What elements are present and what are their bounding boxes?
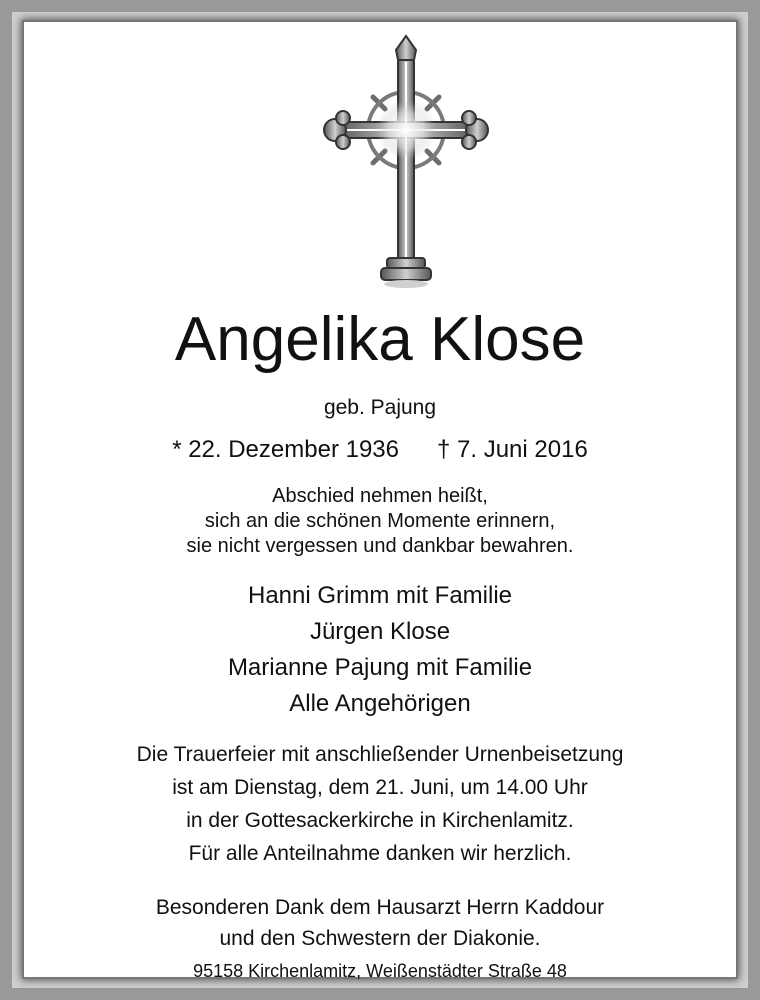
funeral-service-info bbox=[24, 738, 736, 837]
family-address: 95158 Kirchenlamitz, Weißenstädter Straße 48 bbox=[193, 961, 567, 981]
mourner: Alle Angehörigen bbox=[289, 690, 471, 717]
death-date: † 7. Juni 2016 bbox=[437, 436, 588, 463]
birth-date: * 22. Dezember 1936 bbox=[172, 436, 399, 463]
service-line: Die Trauerfeier mit anschließender Urnenbeisetzung bbox=[136, 743, 624, 766]
special-thanks-line: und den Schwestern der Diakonie. bbox=[219, 927, 541, 950]
service-line: ist am Dienstag, dem 21. Juni, um 14.00 Uhr bbox=[172, 776, 588, 799]
mourner: Hanni Grimm mit Familie bbox=[247, 582, 513, 609]
cross-icon bbox=[321, 32, 491, 290]
mourners-list bbox=[24, 578, 736, 722]
life-dates bbox=[24, 434, 736, 466]
quote-line: Abschied nehmen heißt, bbox=[272, 485, 488, 507]
deceased-name: Angelika Klose bbox=[174, 305, 586, 374]
special-thanks-line: Besonderen Dank dem Hausarzt Herrn Kaddour bbox=[155, 896, 605, 919]
service-line: in der Gottesackerkirche in Kirchenlamitz. bbox=[186, 809, 574, 832]
farewell-quote bbox=[24, 484, 736, 559]
mourner: Jürgen Klose bbox=[309, 618, 451, 645]
quote-line: sie nicht vergessen und dankbar bewahren. bbox=[186, 535, 574, 557]
thanks-note: Für alle Anteilnahme danken wir herzlich. bbox=[188, 842, 572, 865]
maiden-name: geb. Pajung bbox=[323, 396, 437, 419]
obituary-card bbox=[24, 22, 736, 981]
quote-line: sich an die schönen Momente erinnern, bbox=[204, 510, 556, 532]
mourner: Marianne Pajung mit Familie bbox=[227, 654, 533, 681]
special-thanks bbox=[24, 892, 736, 954]
